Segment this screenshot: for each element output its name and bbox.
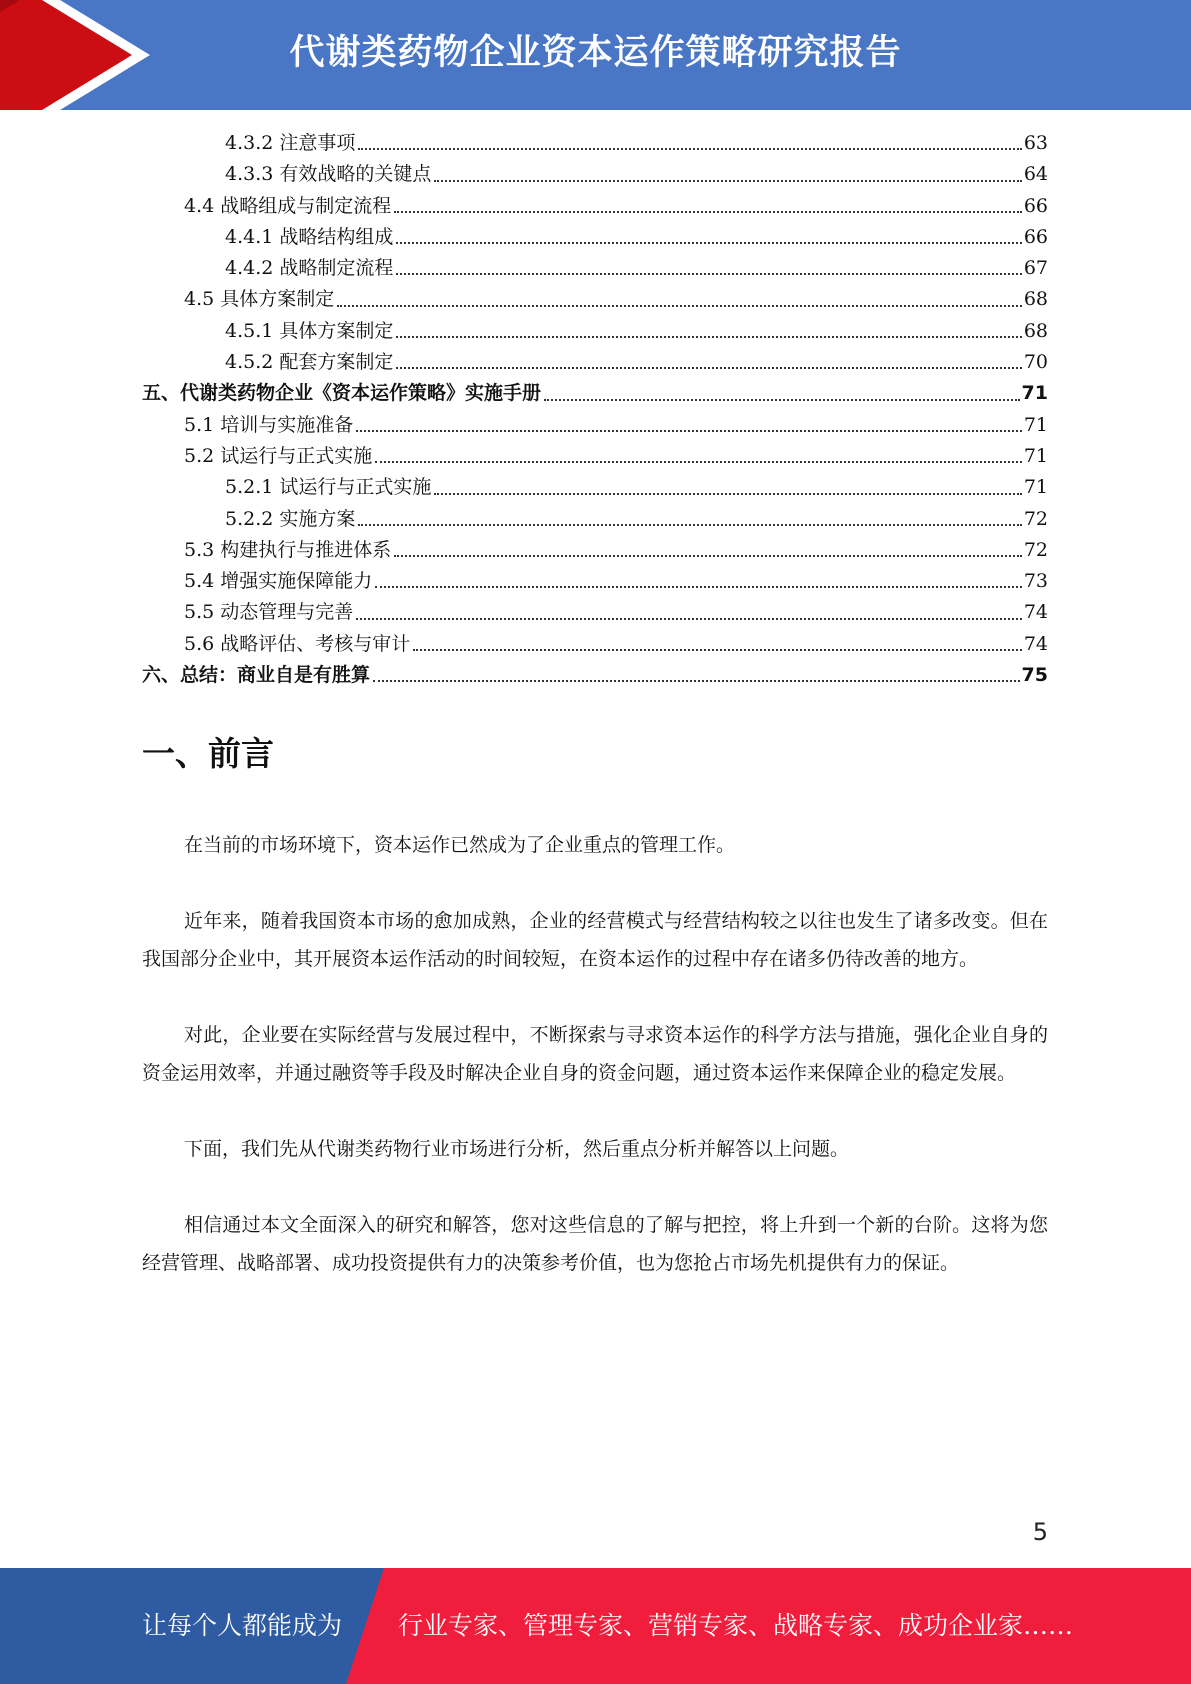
- toc-entry-page: 71: [1023, 444, 1048, 467]
- toc-entry-label: 4.3.2 注意事项: [225, 132, 356, 154]
- toc-leader-dots: [413, 649, 1022, 651]
- toc-leader-dots: [373, 680, 1020, 682]
- toc-entry-label: 4.4 战略组成与制定流程: [184, 194, 392, 217]
- toc-entry[interactable]: [142, 566, 1048, 597]
- toc-leader-dots: [434, 180, 1021, 182]
- body-paragraph: 对此，企业要在实际经营与发展过程中，不断探索与寻求资本运作的科学方法与措施，强化企业自身的资金运用效率，并通过融资等手段及时解决企业自身的资金问题，通过资本运作来保障企业的稳定发展。: [142, 1024, 1048, 1084]
- toc-entry-page: 71: [1021, 382, 1048, 405]
- toc-entry-label: 5.2.1 试运行与正式实施: [225, 476, 432, 499]
- toc-entry[interactable]: [142, 660, 1048, 691]
- report-title: 代谢类药物企业资本运作策略研究报告: [289, 33, 902, 73]
- toc-entry[interactable]: [142, 472, 1048, 503]
- toc-entry[interactable]: [142, 222, 1048, 253]
- toc-entry-page: 74: [1023, 632, 1048, 655]
- toc-entry-page: 74: [1023, 601, 1048, 624]
- toc-leader-dots: [337, 305, 1022, 307]
- toc-entry-page: 73: [1023, 570, 1048, 593]
- table-of-contents: [142, 128, 1048, 691]
- toc-entry[interactable]: [142, 597, 1048, 628]
- body-paragraph: 下面，我们先从代谢类药物行业市场进行分析，然后重点分析并解答以上问题。: [184, 1138, 850, 1160]
- toc-entry-label: 5.2.2 实施方案: [225, 507, 356, 530]
- toc-entry-page: 75: [1021, 664, 1048, 687]
- toc-entry-label: 4.5.1 具体方案制定: [225, 319, 394, 342]
- toc-entry-label: 5.2 试运行与正式实施: [184, 444, 373, 467]
- toc-entry-label: 4.5 具体方案制定: [184, 288, 335, 311]
- toc-leader-dots: [375, 586, 1022, 588]
- toc-entry-label: 4.5.2 配套方案制定: [225, 351, 394, 374]
- toc-entry[interactable]: [142, 191, 1048, 222]
- toc-leader-dots: [358, 524, 1021, 526]
- toc-entry-page: 68: [1023, 288, 1048, 311]
- toc-entry[interactable]: [142, 629, 1048, 660]
- toc-leader-dots: [396, 242, 1021, 244]
- toc-entry[interactable]: [142, 504, 1048, 535]
- page-header: [0, 0, 1191, 110]
- toc-leader-dots: [396, 336, 1021, 338]
- toc-entry-label: 五、代谢类药物企业《资本运作策略》实施手册: [142, 382, 542, 405]
- toc-entry-label: 六、总结：商业自是有胜算: [142, 664, 371, 687]
- toc-entry-page: 66: [1023, 194, 1048, 217]
- toc-entry-page: 68: [1023, 319, 1048, 342]
- page-footer: [0, 1568, 1191, 1684]
- toc-entry[interactable]: [142, 410, 1048, 441]
- toc-entry-page: 67: [1023, 257, 1048, 280]
- body-paragraph: 近年来，随着我国资本市场的愈加成熟，企业的经营模式与经营结构较之以往也发生了诸多改变。但在我国部分企业中，其开展资本运作活动的时间较短，在资本运作的过程中存在诸多仍待改善的地方。: [142, 910, 1048, 970]
- footer-slogan-right: 行业专家、管理专家、营销专家、战略专家、成功企业家……: [398, 1611, 1074, 1640]
- header-arrow-red: [0, 0, 132, 110]
- section-body: [142, 826, 1048, 1320]
- toc-entry[interactable]: [142, 128, 1048, 159]
- toc-entry-page: 72: [1023, 538, 1048, 561]
- toc-entry[interactable]: [142, 535, 1048, 566]
- toc-entry-label: 4.3.3 有效战略的关键点: [225, 163, 432, 186]
- toc-entry[interactable]: [142, 316, 1048, 347]
- toc-entry-page: 66: [1023, 225, 1048, 248]
- toc-entry-label: 4.4.1 战略结构组成: [225, 225, 394, 248]
- toc-entry-page: 71: [1023, 413, 1048, 436]
- toc-leader-dots: [394, 555, 1022, 557]
- toc-entry[interactable]: [142, 347, 1048, 378]
- toc-entry[interactable]: [142, 253, 1048, 284]
- section-heading: 一、前言: [142, 734, 274, 773]
- toc-leader-dots: [544, 399, 1020, 401]
- toc-leader-dots: [394, 211, 1022, 213]
- toc-leader-dots: [356, 618, 1022, 620]
- page-number: 5: [1032, 1518, 1048, 1546]
- toc-entry[interactable]: [142, 378, 1048, 409]
- toc-entry-page: 72: [1023, 507, 1048, 530]
- toc-leader-dots: [434, 493, 1021, 495]
- toc-entry-page: 70: [1023, 351, 1048, 374]
- body-paragraph: 在当前的市场环境下，资本运作已然成为了企业重点的管理工作。: [184, 834, 736, 856]
- toc-entry-label: 5.4 增强实施保障能力: [184, 570, 373, 593]
- toc-entry[interactable]: [142, 284, 1048, 315]
- footer-slogan-left: 让每个人都能成为: [142, 1611, 343, 1640]
- toc-entry-label: 4.4.2 战略制定流程: [225, 257, 394, 280]
- body-paragraph: 相信通过本文全面深入的研究和解答，您对这些信息的了解与把控，将上升到一个新的台阶。这将为您经营管理、战略部署、成功投资提供有力的决策参考价值，也为您抢占市场先机提供有力的保证。: [142, 1214, 1048, 1274]
- toc-entry[interactable]: [142, 441, 1048, 472]
- toc-entry-label: 5.6 战略评估、考核与审计: [184, 632, 411, 655]
- toc-entry[interactable]: [142, 159, 1048, 190]
- toc-entry-page: 71: [1023, 476, 1048, 499]
- toc-leader-dots: [396, 367, 1021, 369]
- toc-entry-label: 5.3 构建执行与推进体系: [184, 538, 392, 561]
- toc-entry-label: 5.1 培训与实施准备: [184, 413, 354, 436]
- toc-leader-dots: [396, 273, 1021, 275]
- toc-leader-dots: [358, 148, 1021, 150]
- toc-leader-dots: [375, 461, 1022, 463]
- toc-entry-page: 63: [1023, 132, 1048, 154]
- toc-entry-label: 5.5 动态管理与完善: [184, 601, 354, 624]
- toc-entry-page: 64: [1023, 163, 1048, 186]
- toc-leader-dots: [356, 430, 1022, 432]
